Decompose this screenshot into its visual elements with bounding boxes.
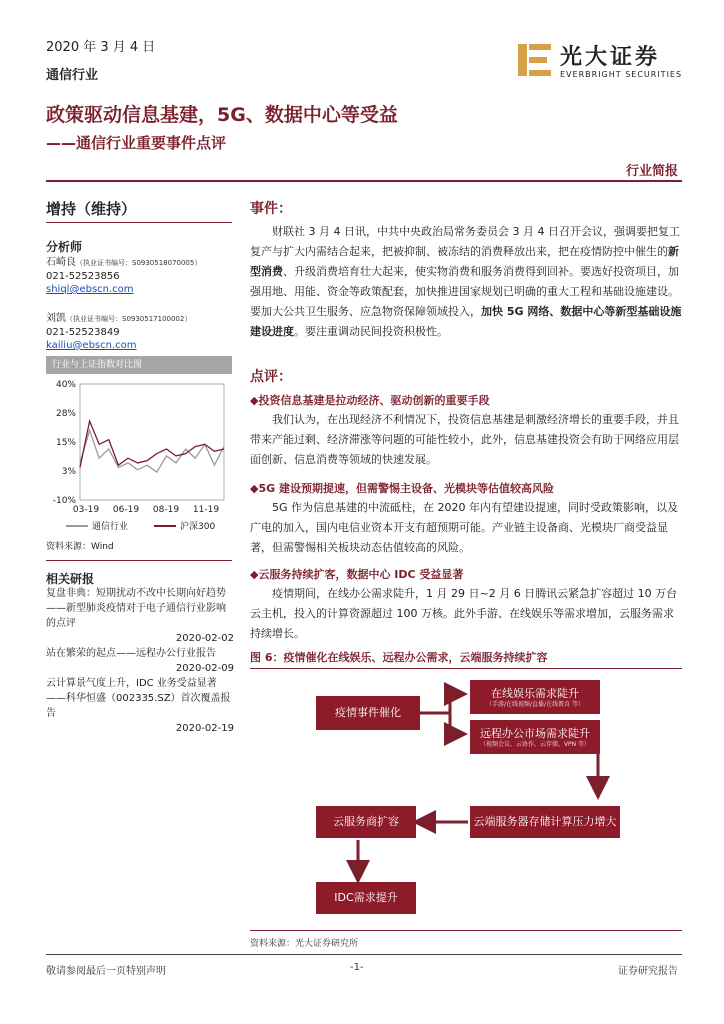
chart-heading: 行业与上证指数对比图 (46, 356, 232, 374)
everbright-logo-icon (518, 42, 554, 78)
logo-english-name: EVERBRIGHT SECURITIES (560, 70, 683, 79)
analyst-cert: （执业证书编号：S0930518070005） (76, 259, 202, 267)
analyst-email-link[interactable]: shiql@ebscn.com (46, 284, 134, 295)
related-item-title[interactable]: 站在繁荣的起点——远程办公行业报告 (46, 648, 216, 659)
header-divider (46, 180, 682, 182)
chart-y-tick-label: 40% (55, 380, 76, 390)
analyst-name: 刘凯 (46, 313, 66, 324)
report-title: 政策驱动信息基建，5G、数据中心等受益 (46, 104, 398, 126)
industry-label: 通信行业 (46, 68, 99, 83)
report-type-label: 行业简报 (625, 164, 678, 179)
arrow-to-remote (450, 713, 462, 734)
analyst-block-1 (46, 256, 236, 295)
figure-source: 资料来源：光大证券研究所 (250, 939, 359, 949)
box-idc: IDC需求提升 (316, 882, 416, 914)
point-body: 疫情期间，在线办公需求陡升，1 月 29 日~2 月 6 日腾讯云紧急扩容超过 10 万台云主机，投入的计算资源超过 100 万核。此外手游、在线娱乐等需求增加，云服务需求持续增长。 (250, 587, 678, 640)
analyst-phone: 021-52523856 (46, 271, 120, 282)
event-text: 财联社 3 月 4 日讯，中共中央政治局常务委员会 3 月 4 日召开会议，强调要把复工复产与扩大内需结合起来，把被抑制、被冻结的消费释放出来，把在疫情防控中催生的 (250, 225, 680, 258)
chart-y-tick-label: 3% (61, 467, 76, 477)
related-list (46, 586, 234, 736)
point-heading: ◆5G 建设预期提速，但需警惕主设备、光模块等估值较高风险 (250, 482, 554, 495)
event-emphasis: 新型消费 (250, 245, 679, 278)
box-entertainment-sub: （手游/在线视频/直播/在线教育 等） (486, 701, 584, 708)
comment-heading: 点评： (250, 369, 292, 385)
figure-arrows (250, 672, 682, 928)
report-date: 2020 年 3 月 4 日 (46, 40, 156, 55)
analyst-email-link[interactable]: kailiu@ebscn.com (46, 340, 137, 351)
related-item-date: 2020-02-09 (175, 663, 234, 674)
event-text: 。要注重调动民间投资积极性。 (294, 325, 448, 338)
related-item-title[interactable]: 复盘非典：短期扰动不改中长期向好趋势——新型肺炎疫情对于电子通信行业影响的点评 (46, 588, 226, 629)
sidebar-divider (46, 560, 232, 561)
footer-report-label: 证券研究报告 (618, 966, 678, 977)
rating-label: 增持（维持） (46, 200, 137, 218)
chart-x-tick-label: 03-19 (72, 505, 100, 515)
point-heading: ◆投资信息基建是拉动经济、驱动创新的重要手段 (250, 394, 490, 407)
chart-source: 资料来源：Wind (46, 542, 114, 552)
figure-title: 图 6：疫情催化在线娱乐、远程办公需求，云端服务持续扩容 (250, 650, 682, 669)
analyst-phone: 021-52523849 (46, 327, 120, 338)
analyst-name: 石崎良 (46, 257, 76, 268)
box-remote (470, 720, 600, 754)
related-heading: 相关研报 (46, 572, 95, 586)
chart-plot-frame (80, 384, 224, 500)
analyst-cert: （执业证书编号：S0930517100002） (66, 315, 192, 323)
box-remote-label: 远程办公市场需求陡升 (480, 727, 590, 740)
related-item-date: 2020-02-02 (175, 633, 234, 644)
event-text: 、升级消费培育壮大起来，使实物消费和服务消费得到回补。要选好投资项目，加强用地、用能、资金等政策配套，加快推进国家规划已明确的重大工程和基础设施建设。要加大公共卫生服务、应急物资保障领域投入， (250, 265, 679, 318)
box-cloud-pressure: 云端服务器存储计算压力增大 (470, 806, 620, 838)
analyst-block-2 (46, 312, 236, 351)
point-body: 我们认为，在出现经济不利情况下，投资信息基建是刺激经济增长的重要手段，并且带来产能过剩、经济滞涨等问题的可能性较小，此外，信息基建投资会有助于网络应用层面创新、信息消费等领域的快速发展。 (250, 413, 679, 466)
related-item-title[interactable]: 云计算景气度上升，IDC 业务受益显著——科华恒盛（002335.SZ）首次覆盖报告 (46, 678, 231, 719)
report-subtitle: ——通信行业重要事件点评 (46, 134, 227, 152)
footer-disclaimer: 敬请参阅最后一页特别声明 (46, 966, 166, 977)
chart-y-tick-label: 28% (55, 409, 76, 419)
point-body: 5G 作为信息基建的中流砥柱，在 2020 年内有望建设提速，同时受政策影响，以及广电的加入，国内电信业资本开支有超预期可能。产业链主设备商、光模块厂商受益显著，但需警惕相关板块动态估值较高的风险。 (250, 501, 679, 554)
point-heading: ◆云服务持续扩客，数据中心 IDC 受益显著 (250, 568, 464, 581)
event-emphasis: 加快 5G 网络、数据中心等新型基础设施建设进度 (250, 305, 682, 338)
figure-bottom-rule (250, 930, 682, 931)
chart-y-tick-label: 15% (55, 438, 76, 448)
chart-x-tick-label: 08-19 (152, 505, 180, 515)
analysts-heading: 分析师 (46, 240, 83, 254)
event-heading: 事件： (250, 201, 292, 217)
performance-chart (46, 376, 232, 536)
chart-legend-label: 通信行业 (92, 522, 129, 532)
box-cloud-vendor: 云服务商扩容 (316, 806, 416, 838)
page-number: -1- (350, 962, 364, 973)
logo-chinese-name: 光大证券 (560, 45, 661, 70)
sidebar-divider (46, 222, 232, 223)
chart-legend-label: 沪深300 (180, 522, 216, 532)
chart-x-tick-label: 11-19 (192, 505, 220, 515)
arrow-to-entertainment (420, 694, 462, 713)
footer-divider (46, 954, 682, 955)
box-entertainment (470, 680, 600, 714)
box-entertainment-label: 在线娱乐需求陡升 (491, 687, 579, 700)
chart-x-tick-label: 06-19 (112, 505, 140, 515)
box-epidemic: 疫情事件催化 (316, 696, 420, 730)
chart-series-line-1 (80, 430, 224, 472)
box-remote-sub: （视频会议、云协作、云存储、VPN 等） (479, 741, 591, 748)
related-item-date: 2020-02-19 (175, 723, 234, 734)
event-paragraph (250, 222, 682, 342)
chart-y-tick-label: -10% (52, 496, 76, 506)
chart-series-line-2 (80, 421, 224, 467)
